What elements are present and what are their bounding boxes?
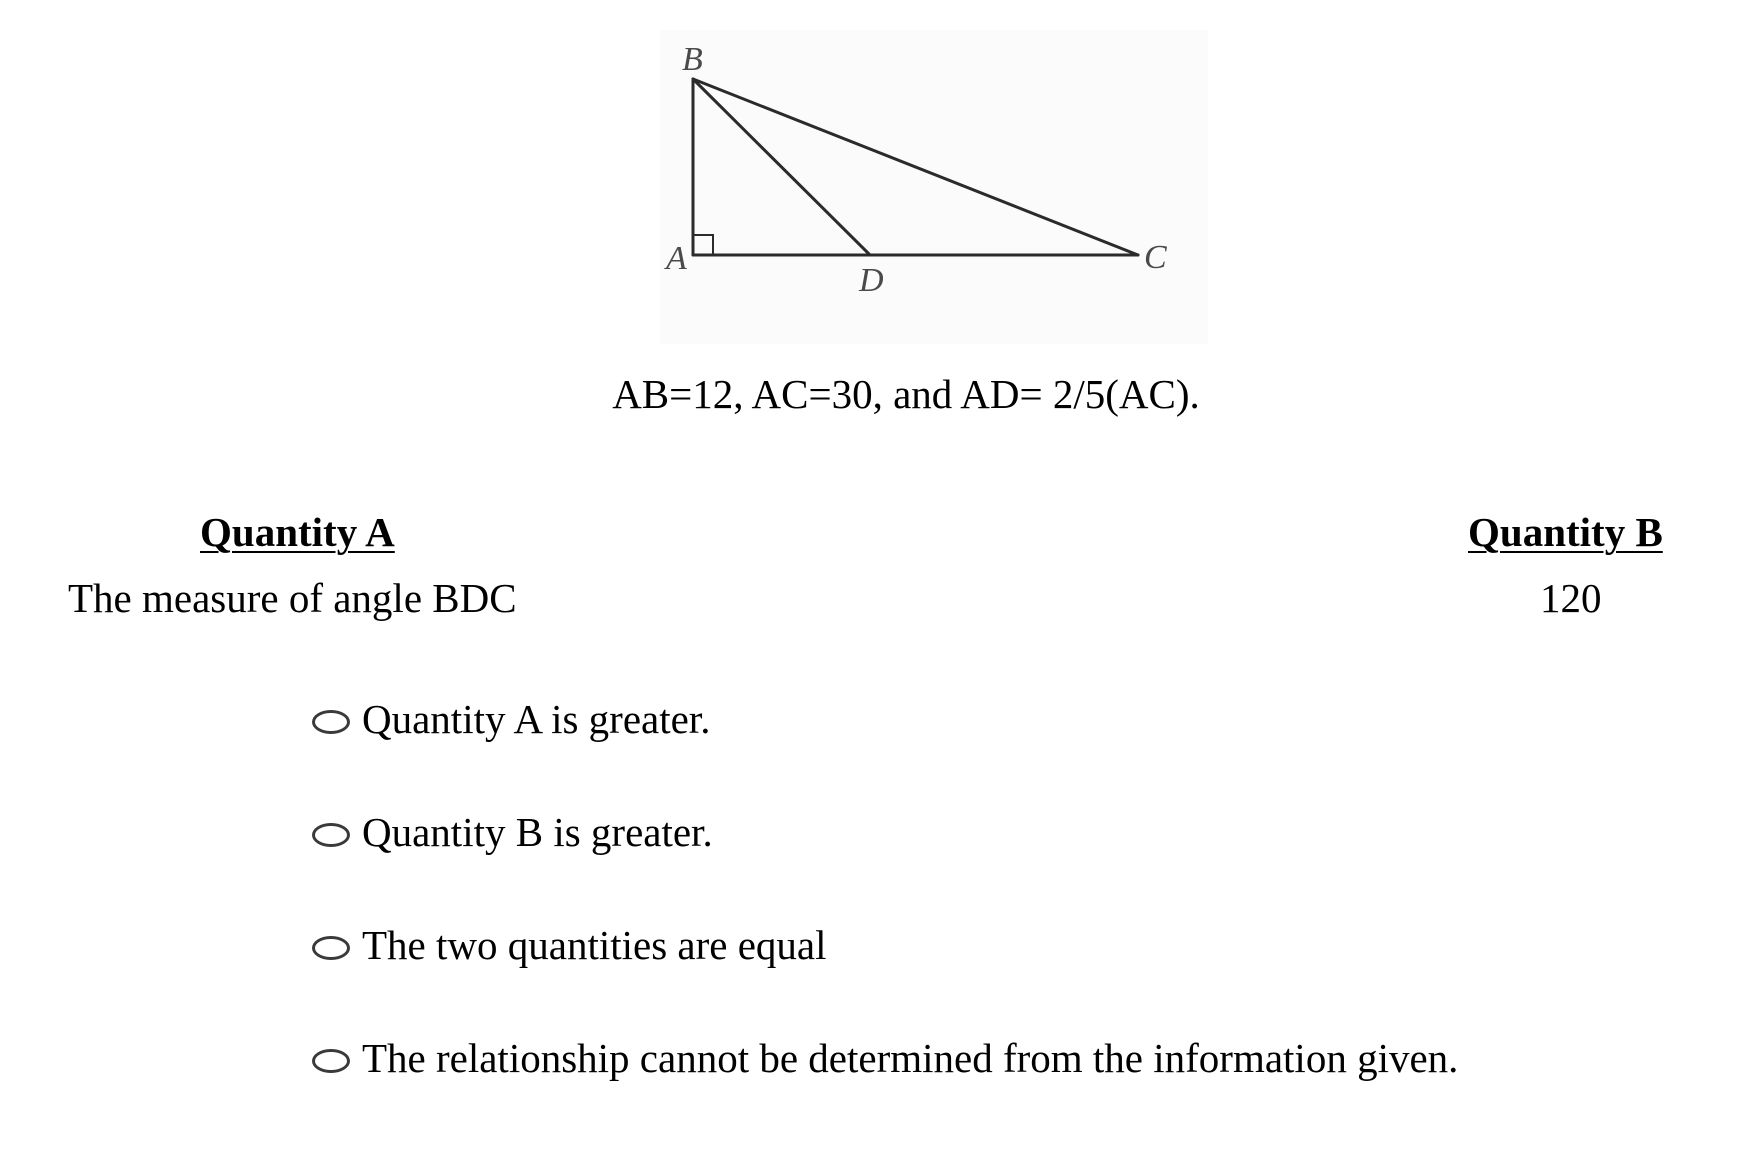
- vertex-label-b: B: [682, 41, 703, 78]
- quantity-b-value: 120: [1540, 575, 1602, 621]
- radio-button[interactable]: [312, 823, 350, 847]
- given-statement: AB=12, AC=30, and AD= 2/5(AC).: [612, 371, 1200, 417]
- radio-button[interactable]: [312, 710, 350, 734]
- triangle-figure: [660, 30, 1208, 344]
- answer-option-equal[interactable]: [312, 919, 827, 971]
- answer-option-label: The relationship cannot be determined from the information given.: [362, 1035, 1459, 1081]
- vertex-label-c: C: [1144, 239, 1167, 276]
- radio-button[interactable]: [312, 1049, 350, 1073]
- radio-button[interactable]: [312, 936, 350, 960]
- triangle-diagram: [660, 30, 1208, 344]
- vertex-label-d: D: [859, 262, 884, 299]
- right-angle-marker: [693, 235, 713, 255]
- answer-option-a-greater[interactable]: [312, 693, 710, 745]
- answer-option-b-greater[interactable]: [312, 806, 713, 858]
- vertex-label-a: A: [666, 240, 687, 277]
- segment-bc: [693, 79, 1138, 255]
- quantity-a-value: The measure of angle BDC: [68, 575, 517, 621]
- answer-option-label: Quantity A is greater.: [362, 696, 711, 742]
- quantity-b-heading: Quantity B: [1468, 509, 1663, 555]
- quantity-a-heading: Quantity A: [200, 509, 395, 555]
- answer-option-cannot-determine[interactable]: [312, 1032, 1458, 1084]
- segment-bd: [693, 79, 870, 255]
- answer-option-label: Quantity B is greater.: [362, 809, 713, 855]
- answer-option-label: The two quantities are equal: [362, 922, 827, 968]
